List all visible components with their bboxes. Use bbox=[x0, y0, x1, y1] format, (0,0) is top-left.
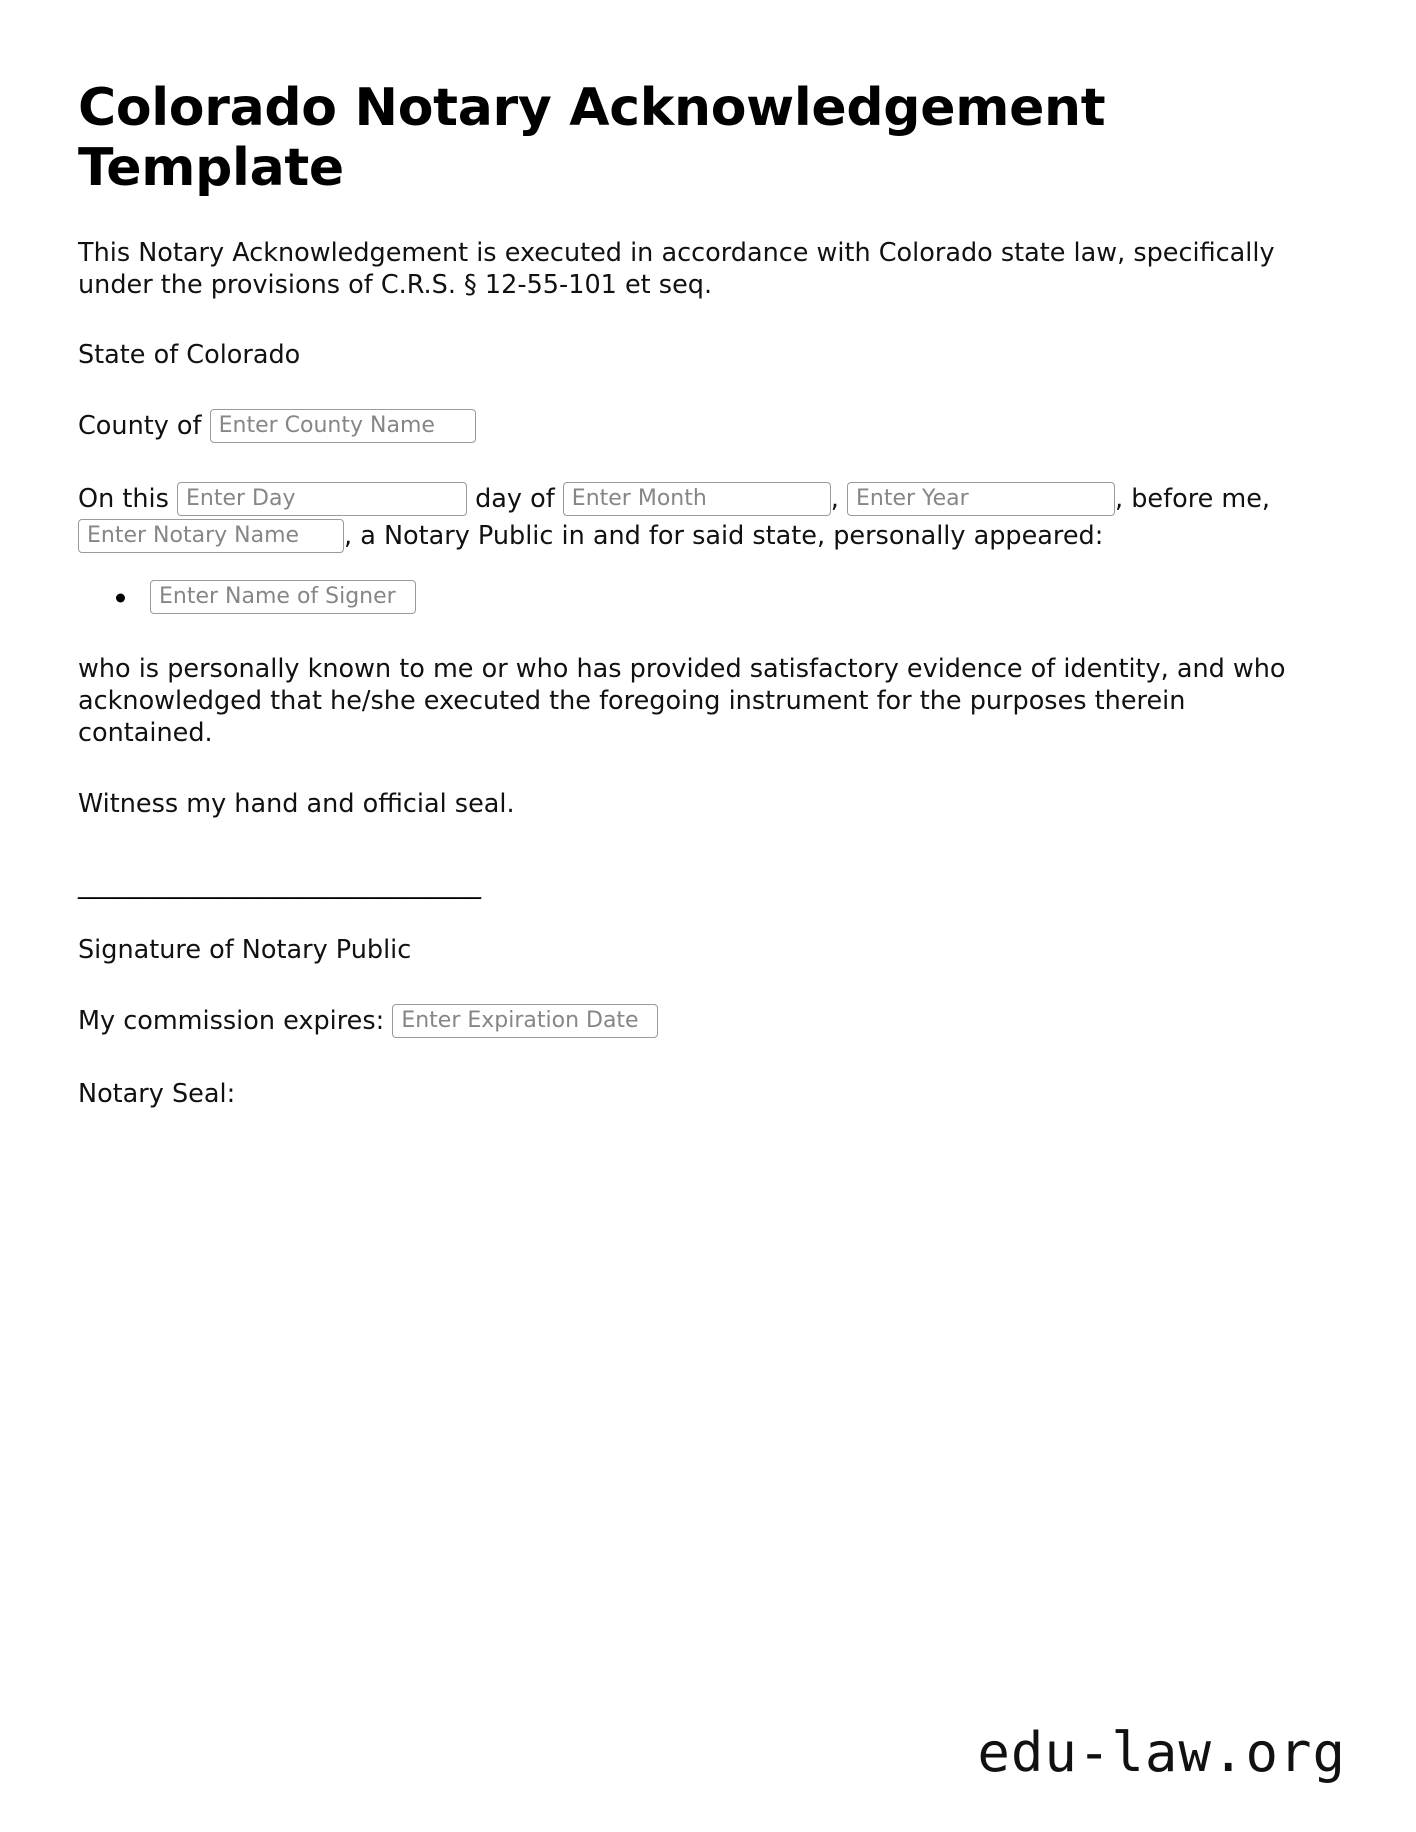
county-input[interactable] bbox=[210, 409, 476, 443]
commission-row bbox=[78, 1003, 1328, 1040]
bullet-icon bbox=[116, 593, 125, 602]
comma-after-year: , bbox=[1115, 483, 1124, 514]
on-this-label: On this bbox=[78, 483, 169, 514]
footer-watermark: edu-law.org bbox=[977, 1721, 1346, 1784]
signer-name-input[interactable] bbox=[150, 580, 416, 614]
list-item bbox=[114, 581, 1336, 615]
before-me-label: before me, bbox=[1131, 483, 1271, 514]
after-notary-text: , a Notary Public in and for said state, personally appeared: bbox=[344, 520, 1104, 551]
comma-after-month: , bbox=[830, 483, 839, 514]
signer-list bbox=[78, 581, 1336, 615]
page-title: Colorado Notary Acknowledgement Template bbox=[78, 78, 1106, 199]
county-row bbox=[78, 408, 1328, 445]
witness-line: Witness my hand and official seal. bbox=[78, 788, 515, 819]
notary-seal-label: Notary Seal: bbox=[78, 1078, 236, 1109]
commission-label: My commission expires: bbox=[78, 1005, 385, 1036]
state-line: State of Colorado bbox=[78, 340, 301, 371]
notary-name-input[interactable] bbox=[78, 519, 344, 553]
signature-caption: Signature of Notary Public bbox=[78, 935, 412, 966]
signature-rule: _______________________________ bbox=[78, 870, 481, 901]
commission-expiration-input[interactable] bbox=[392, 1004, 658, 1038]
month-input[interactable] bbox=[563, 482, 831, 516]
county-label: County of bbox=[78, 410, 202, 441]
day-input[interactable] bbox=[177, 482, 467, 516]
date-row bbox=[78, 481, 1328, 555]
day-of-label: day of bbox=[475, 483, 555, 514]
year-input[interactable] bbox=[847, 482, 1115, 516]
acknowledgement-paragraph: who is personally known to me or who has provided satisfactory evidence of identity, and who acknowledged that he/she executed the foregoing instrument for the purposes therein contained. bbox=[78, 653, 1286, 749]
intro-paragraph: This Notary Acknowledgement is executed in accordance with Colorado state law, specifically under the provisions of C.R.S. § 12-55-101 et seq. bbox=[78, 237, 1275, 300]
